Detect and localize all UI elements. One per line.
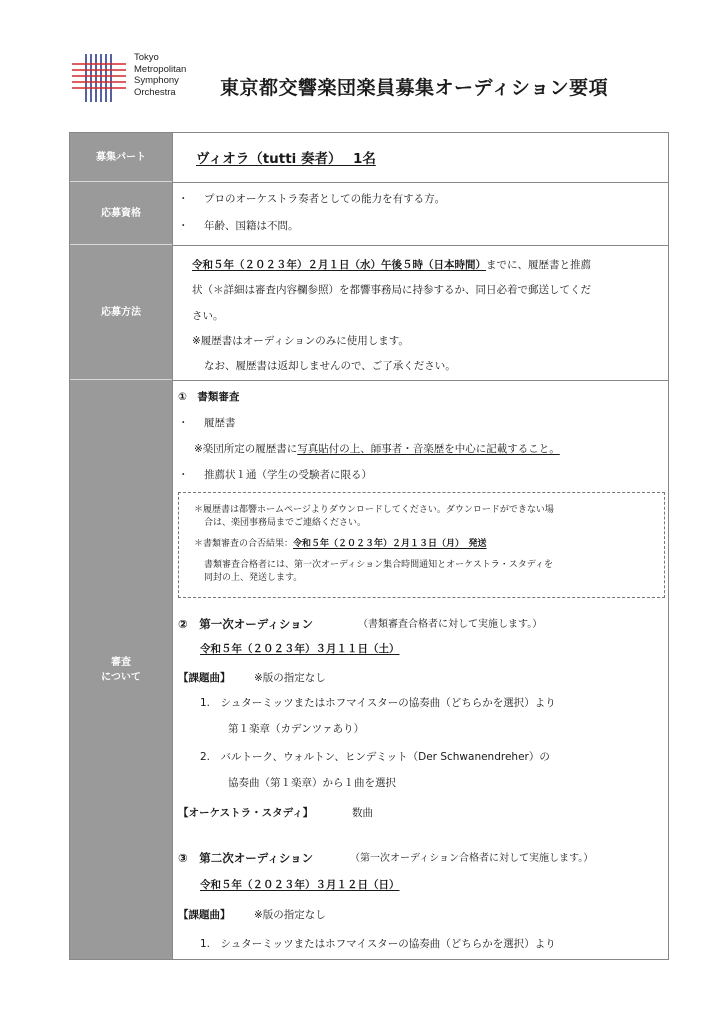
piece-item: 1. シュターミッツまたはホフマイスターの協奏曲（どちらかを選択）より xyxy=(200,697,556,709)
orchestra-logo xyxy=(70,52,130,104)
piece-item-detail: 協奏曲（第１楽章）から１曲を選択 xyxy=(228,777,396,789)
notice-result-prefix: ＊書類審査の合否結果： xyxy=(194,539,294,549)
bullet: ・ xyxy=(178,417,189,429)
method-line1 xyxy=(192,258,591,272)
doc-item-note: ※楽団所定の履歴書に写真貼付の上、師事者・音楽歴を中心に記載すること。 xyxy=(194,443,560,455)
doc-item: 履歴書 xyxy=(204,417,236,429)
bullet: ・ xyxy=(178,193,189,205)
label-part: 募集パート xyxy=(70,133,172,182)
label-review-line2: について xyxy=(101,671,141,683)
piece-item: 1. シュターミッツまたはホフマイスターの協奏曲（どちらかを選択）より xyxy=(200,938,556,950)
notice-line: 書類審査合格者には、第一次オーディション集合時間通知とオーケストラ・スタディを xyxy=(204,560,554,570)
label-column xyxy=(70,133,173,959)
part-value: ヴィオラ（tutti 奏者） 1名 xyxy=(196,151,376,167)
bullet: ・ xyxy=(178,469,189,481)
bullet: ・ xyxy=(178,220,189,232)
qualification-item: 年齢、国籍は不問。 xyxy=(204,220,299,232)
notice-line: ＊履歴書は都響ホームページよりダウンロードしてください。ダウンロードができない場 xyxy=(194,505,554,515)
orchestra-study-label: 【オーケストラ・スタディ】 xyxy=(178,807,314,819)
document-title: 東京都交響楽団楽員募集オーディション要項 xyxy=(220,77,609,99)
round2-heading: ③ 第二次オーディション xyxy=(178,851,314,865)
round2-note: （第一次オーディション合格者に対して実施します。） xyxy=(350,853,594,864)
label-method: 応募方法 xyxy=(70,245,172,380)
method-line1-rest: までに、履歴書と推薦 xyxy=(486,259,591,271)
row-divider xyxy=(172,380,668,381)
method-line3: さい。 xyxy=(192,310,224,322)
requirements-table xyxy=(69,132,669,960)
notice-line xyxy=(194,537,487,551)
pieces-label: 【課題曲】 xyxy=(178,909,231,921)
org-line: Symphony xyxy=(134,75,179,86)
label-review xyxy=(70,380,172,959)
row-divider xyxy=(172,182,668,183)
label-qualification: 応募資格 xyxy=(70,182,172,245)
orchestra-name xyxy=(134,52,186,98)
pieces-note: ※版の指定なし xyxy=(254,672,326,684)
doc-review-heading: ① 書類審査 xyxy=(178,391,240,403)
round2-date: 令和５年（２０２３年）３月１２日（日） xyxy=(200,879,400,891)
orchestra-study-value: 数曲 xyxy=(352,807,373,819)
label-review-line1: 審査 xyxy=(111,656,131,668)
org-line: Tokyo xyxy=(134,52,159,63)
round1-note: （書類審査合格者に対して実施します。） xyxy=(358,619,543,630)
method-note: ※履歴書はオーディションのみに使用します。 xyxy=(192,335,409,347)
pieces-label: 【課題曲】 xyxy=(178,672,231,684)
method-line2: 状（＊詳細は審査内容欄参照）を都響事務局に持参するか、同日必着で郵送してくだ xyxy=(192,284,591,296)
org-line: Orchestra xyxy=(134,86,176,98)
method-note: なお、履歴書は返却しませんので、ご了承ください。 xyxy=(204,360,456,372)
round1-heading: ② 第一次オーディション xyxy=(178,617,314,631)
method-deadline: 令和５年（２０２３年）２月１日（水）午後５時（日本時間） xyxy=(192,259,486,271)
org-line: Metropolitan xyxy=(134,63,187,75)
notice-result-date: 令和５年（２０２３年）２月１３日（月） 発送 xyxy=(293,539,487,549)
notice-line: 同封の上、発送します。 xyxy=(204,573,303,583)
notice-line: 合は、楽団事務局までご連絡ください。 xyxy=(204,518,367,528)
round1-date: 令和５年（２０２３年）３月１１日（土） xyxy=(200,643,400,655)
row-divider xyxy=(172,245,668,246)
qualification-item: プロのオーケストラ奏者としての能力を有する方。 xyxy=(204,193,446,205)
pieces-note: ※版の指定なし xyxy=(254,909,326,921)
piece-item-detail: 第１楽章（カデンツァあり） xyxy=(228,723,365,735)
piece-item: 2. バルトーク、ウォルトン、ヒンデミット（Der Schwanendreher）の xyxy=(200,751,550,763)
doc-item: 推薦状１通（学生の受験者に限る） xyxy=(204,469,372,481)
